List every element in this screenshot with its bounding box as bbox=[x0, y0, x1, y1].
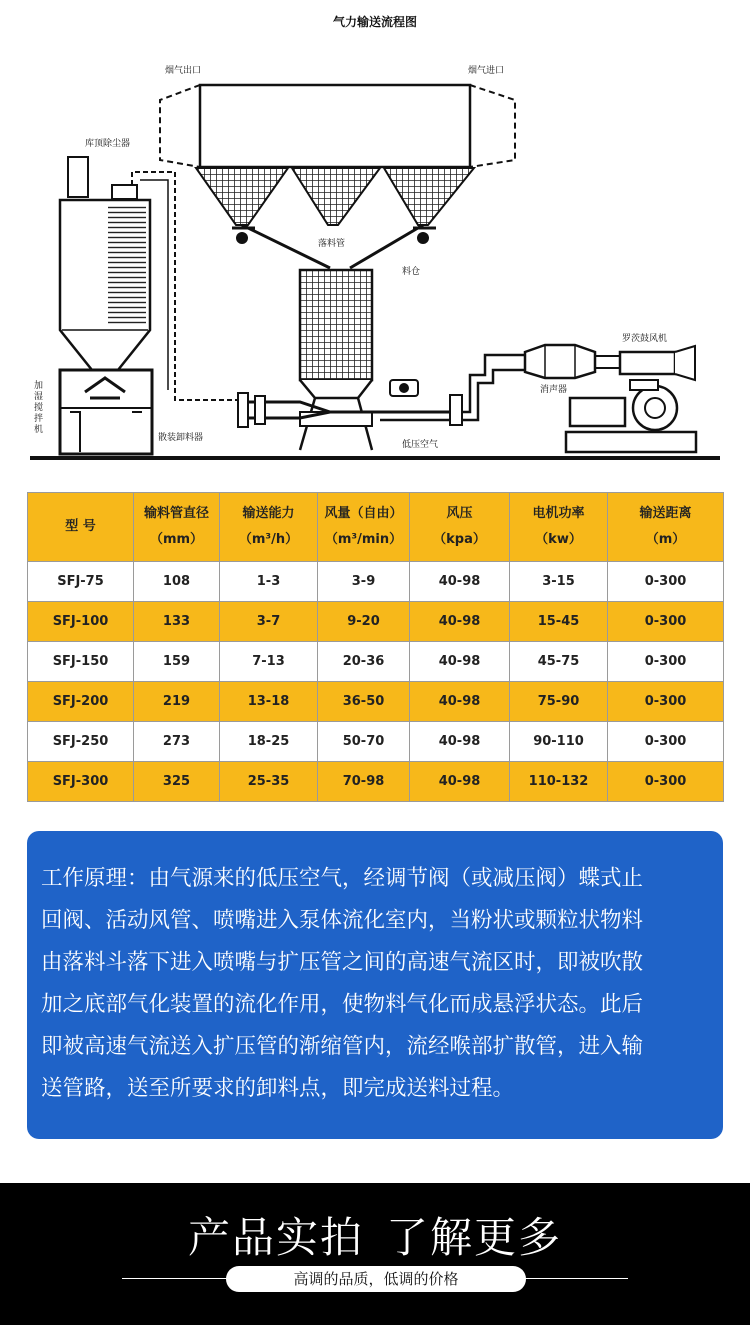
cell-motor-power: 110-132 bbox=[510, 762, 608, 802]
cell-air-volume: 70-98 bbox=[318, 762, 410, 802]
cell-model: SFJ-300 bbox=[28, 762, 134, 802]
cell-air-pressure: 40-98 bbox=[410, 722, 510, 762]
label-roots-blower: 罗茨鼓风机 bbox=[622, 334, 668, 344]
air-supply-line bbox=[380, 355, 525, 425]
cell-capacity: 3-7 bbox=[220, 602, 318, 642]
header-model bbox=[28, 493, 134, 562]
label-mixer-2: 湿 bbox=[34, 392, 44, 402]
table-row bbox=[28, 682, 724, 722]
cell-motor-power: 3-15 bbox=[510, 562, 608, 602]
cell-motor-power: 15-45 bbox=[510, 602, 608, 642]
cell-motor-power: 90-110 bbox=[510, 722, 608, 762]
cell-model: SFJ-150 bbox=[28, 642, 134, 682]
cell-air-pressure: 40-98 bbox=[410, 562, 510, 602]
header-motor-power bbox=[510, 493, 608, 562]
header-model-l1: 型 号 bbox=[65, 519, 96, 534]
principle-line-6: 送管路，送至所要求的卸料点，即完成送料过程。 bbox=[41, 1076, 515, 1101]
diagram-title: 气力输送流程图 bbox=[332, 15, 418, 29]
cell-distance: 0-300 bbox=[608, 762, 724, 802]
header-pipe-diameter bbox=[134, 493, 220, 562]
header-air-pressure bbox=[410, 493, 510, 562]
cell-air-volume: 3-9 bbox=[318, 562, 410, 602]
label-mixer bbox=[34, 379, 46, 435]
table-row bbox=[28, 602, 724, 642]
cell-capacity: 13-18 bbox=[220, 682, 318, 722]
cell-model: SFJ-250 bbox=[28, 722, 134, 762]
header-distance bbox=[608, 493, 724, 562]
banner-divider-left bbox=[122, 1278, 232, 1279]
label-smoke-inlet: 烟气进口 bbox=[468, 66, 505, 76]
banner-title-right: 了解更多 bbox=[386, 1213, 563, 1262]
header-pipe-diameter-l1: 输料管直径 bbox=[143, 506, 209, 521]
table-row bbox=[28, 562, 724, 602]
cell-air-pressure: 40-98 bbox=[410, 642, 510, 682]
header-distance-l1: 输送距离 bbox=[639, 506, 692, 521]
label-hopper: 料仓 bbox=[402, 267, 421, 277]
cell-distance: 0-300 bbox=[608, 642, 724, 682]
cell-model: SFJ-100 bbox=[28, 602, 134, 642]
cell-air-volume: 36-50 bbox=[318, 682, 410, 722]
table-row bbox=[28, 642, 724, 682]
label-dust-collector: 库顶除尘器 bbox=[85, 139, 131, 149]
cell-distance: 0-300 bbox=[608, 682, 724, 722]
label-mixer-3: 搅 bbox=[34, 403, 44, 413]
material-bin bbox=[238, 270, 455, 450]
cell-diameter: 273 bbox=[134, 722, 220, 762]
cell-air-volume: 9-20 bbox=[318, 602, 410, 642]
label-mixer-1: 加 bbox=[34, 381, 44, 391]
cell-model: SFJ-75 bbox=[28, 562, 134, 602]
banner-title bbox=[0, 1205, 750, 1265]
cell-diameter: 108 bbox=[134, 562, 220, 602]
principle-line-3: 由落料斗落下进入喷嘴与扩压管之间的高速气流区时，即被吹散 bbox=[41, 950, 644, 975]
spec-table bbox=[27, 492, 724, 802]
label-bulk-unloader: 散装卸料器 bbox=[158, 433, 204, 443]
table-row bbox=[28, 762, 724, 802]
cell-diameter: 133 bbox=[134, 602, 220, 642]
header-air-pressure-l2: （kpa） bbox=[433, 532, 486, 547]
cell-model: SFJ-200 bbox=[28, 682, 134, 722]
label-smoke-outlet: 烟气出口 bbox=[165, 66, 202, 76]
label-mixer-5: 机 bbox=[34, 425, 44, 435]
cell-air-pressure: 40-98 bbox=[410, 682, 510, 722]
working-principle-text bbox=[41, 858, 711, 1110]
cell-diameter: 159 bbox=[134, 642, 220, 682]
pneumatic-conveying-diagram bbox=[0, 0, 750, 470]
header-air-volume-l2: （m³/min） bbox=[324, 532, 403, 547]
cell-air-pressure: 40-98 bbox=[410, 762, 510, 802]
banner-subtitle: 高调的品质，低调的价格 bbox=[226, 1266, 526, 1292]
header-capacity-l1: 输送能力 bbox=[242, 506, 295, 521]
header-motor-power-l1: 电机功率 bbox=[532, 506, 585, 521]
header-motor-power-l2: （kw） bbox=[535, 532, 582, 547]
product-photo-banner bbox=[0, 1183, 750, 1325]
cell-diameter: 219 bbox=[134, 682, 220, 722]
cell-diameter: 325 bbox=[134, 762, 220, 802]
cell-motor-power: 45-75 bbox=[510, 642, 608, 682]
table-row bbox=[28, 722, 724, 762]
mixer-unit bbox=[60, 370, 152, 454]
cell-capacity: 1-3 bbox=[220, 562, 318, 602]
spec-table-header-row bbox=[28, 493, 724, 562]
cell-capacity: 18-25 bbox=[220, 722, 318, 762]
cell-distance: 0-300 bbox=[608, 722, 724, 762]
cell-distance: 0-300 bbox=[608, 602, 724, 642]
label-low-pressure-air: 低压空气 bbox=[402, 440, 439, 450]
cell-air-volume: 50-70 bbox=[318, 722, 410, 762]
principle-line-5: 即被高速气流送入扩压管的渐缩管内，流经喉部扩散管，进入输 bbox=[41, 1034, 644, 1059]
silencer-unit bbox=[525, 345, 620, 378]
header-air-volume bbox=[318, 493, 410, 562]
header-capacity bbox=[220, 493, 318, 562]
cell-air-volume: 20-36 bbox=[318, 642, 410, 682]
header-pipe-diameter-l2: （mm） bbox=[149, 532, 204, 547]
working-principle-box bbox=[27, 831, 723, 1139]
label-drop-pipe: 落料管 bbox=[318, 239, 346, 249]
header-capacity-l2: （m³/h） bbox=[238, 532, 299, 547]
label-mixer-4: 拌 bbox=[34, 414, 44, 424]
cell-motor-power: 75-90 bbox=[510, 682, 608, 722]
cell-air-pressure: 40-98 bbox=[410, 602, 510, 642]
cell-distance: 0-300 bbox=[608, 562, 724, 602]
header-air-pressure-l1: 风压 bbox=[446, 506, 473, 521]
label-silencer: 消声器 bbox=[540, 385, 568, 395]
banner-divider-right bbox=[520, 1278, 628, 1279]
principle-line-1: 工作原理：由气源来的低压空气，经调节阀（或减压阀）蝶式止 bbox=[41, 866, 644, 891]
header-distance-l2: （m） bbox=[645, 532, 686, 547]
header-air-volume-l1: 风量（自由） bbox=[324, 506, 403, 521]
principle-line-2: 回阀、活动风管、喷嘴进入泵体流化室内，当粉状或颗粒状物料 bbox=[41, 908, 644, 933]
cell-capacity: 25-35 bbox=[220, 762, 318, 802]
principle-line-4: 加之底部气化装置的流化作用，使物料气化而成悬浮状态。此后 bbox=[41, 992, 644, 1017]
banner-title-left: 产品实拍 bbox=[187, 1213, 364, 1262]
cell-capacity: 7-13 bbox=[220, 642, 318, 682]
